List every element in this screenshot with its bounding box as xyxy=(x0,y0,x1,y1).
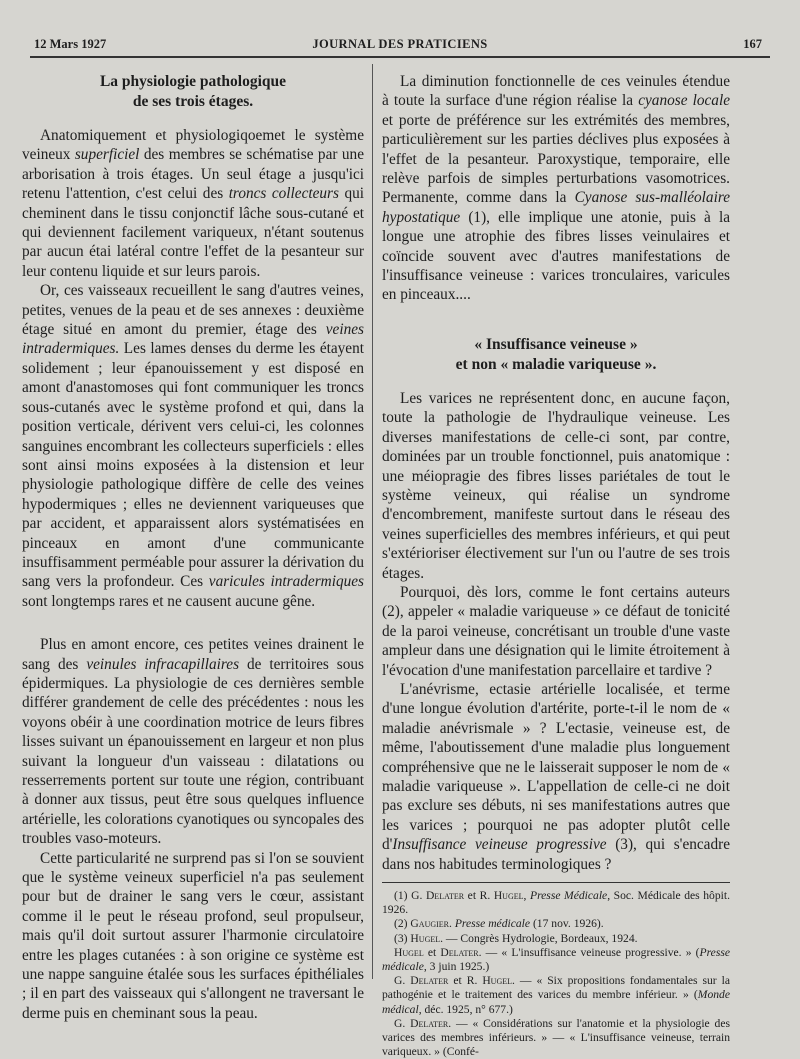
text-run: sont longtemps rares et ne causent aucune gêne. xyxy=(22,592,316,610)
text-run: G. xyxy=(394,1016,411,1030)
paragraph-cette-particularite: Cette particularité ne surprend pas si l'on se souvient que le système veineux superficiel n'a pas seulement pour but de drainer le sang vers le cœur, assistant comme il le peut le réseau profond, seul propulseur, mais qu'il doit surtout assurer l'harmonie circulatoire entre les plages cutanées : à son origine ce système est une nappe sanguine étalée sous les surfaces épithéliales ; il en part des vaisseaux qui s'allongent ne traversant le derme puis en cheminant sous la peau. xyxy=(22,849,364,1022)
author-name: Hugel xyxy=(493,889,524,903)
text-run: G. xyxy=(394,974,411,988)
text-run: . — « Six propositions fondamentales sur la pathogénie et le traitement des varices du membre inférieur. » ( xyxy=(382,974,731,1002)
heading-line-1: La physiologie pathologique xyxy=(99,73,287,90)
italic-run: cyanose locale xyxy=(638,92,730,110)
text-run: et porte de préférence sur les extrémités des membres, particulièrement sur les parties déclives plus exposées à l'effet de la pesanteur. Paroxystique, temporaire, elle relève parfois de simples perturbations vasomotrices. Permanente, comme dans la xyxy=(382,111,730,207)
italic-run: troncs collecteurs xyxy=(228,185,339,203)
text-run: . xyxy=(449,917,455,931)
author-name: Delater xyxy=(410,974,449,988)
italic-run: Cyanose sus-malléolaire hypostatique xyxy=(382,189,730,226)
paragraph-pourquoi: Pourquoi, dès lors, comme le font certains auteurs (2), appeler « maladie variqueuse » ce défaut de tonicité de la paroi veineuse, concrétisant un trouble d'une vaste ampleur dans une désignation qui le limite étroitement à l'évocation d'une manifestation parcellaire et tardive ? xyxy=(382,583,730,679)
text-run: , 3 juin 1925.) xyxy=(423,960,490,974)
text-run: de territoires sous épidermiques. La physiologie de ces dernières semble différer grandement de celle des précédentes : nous les voyons obéir à une coordination motrice de leurs fibres lisses suivant un épanouissement en largeur et non plus suivant la longueur d'un vaisseau : dilatations ou resserrements portent sur toute une région, contribuant à donner aux tissus, peut être sous quelques influence artérielle, les colorations cyanotiques ou syncopales des troubles vaso-moteurs. xyxy=(22,655,364,848)
italic-run: veines intradermiques. xyxy=(22,321,364,358)
paragraph-plus-en-amont xyxy=(22,635,364,848)
italic-run: superficiel xyxy=(74,146,140,164)
text-run: Plus en amont encore, ces petites veines drainent le sang des xyxy=(22,636,364,673)
text-run: , Soc. Médicale des hôpit. 1926. xyxy=(382,889,730,917)
author-name: Hugel xyxy=(394,945,424,959)
footnote-5 xyxy=(382,974,730,1017)
text-run: , xyxy=(523,889,530,903)
header-rule xyxy=(30,56,770,58)
paragraph-les-varices: Les varices ne représentent donc, en aucune façon, toute la pathologie de l'hydraulique veineuse. Les diverses manifestations de celle-ci sont, par contre, dominées par un trouble fonctionnel, puis anatomique : une méiopragie des fibres lisses pariétales de tout le système veineux, qui réalise un syndrome d'encombrement, manifeste surtout dans le réseau des veines superficielles des membres inférieurs, et qui peut s'extérioriser électivement sur l'un ou l'autre de ses trois étages. xyxy=(382,389,730,582)
italic-run: veinules infracapillaires xyxy=(86,655,240,673)
text-run: . — « L'insuffisance veineuse progressive. » ( xyxy=(478,945,700,959)
section-heading-insuffisance xyxy=(382,335,730,375)
text-run: (17 nov. 1926). xyxy=(530,917,604,931)
right-column xyxy=(382,72,730,1059)
italic-run: Insuffisance veineuse progressive xyxy=(392,836,607,854)
text-run: . — Congrès Hydrologie, Bordeaux, 1924. xyxy=(440,931,638,945)
author-name: Gaugier xyxy=(410,917,450,931)
footnote-2 xyxy=(382,917,730,931)
paragraph-anatomiquement xyxy=(22,126,364,281)
author-name: Hugel xyxy=(410,931,441,945)
text-run: (1), elle implique une atonie, puis à la longue une atrophie des fibres lisses veinulaires et coïncide souvent avec d'autres manifestations de l'insuffisance veineuse : varices tronculaires, varicules en pinceaux.... xyxy=(382,208,730,304)
column-divider xyxy=(372,64,373,979)
italic-run: Presse médicale xyxy=(454,917,531,931)
footnote-rule xyxy=(382,882,730,883)
author-name: Delater xyxy=(425,889,465,903)
text-run: et R. xyxy=(448,974,483,988)
heading-line-1: « Insuffisance veineuse » xyxy=(474,335,638,353)
heading-line-2: et non « maladie variqueuse ». xyxy=(455,355,657,373)
footnote-6 xyxy=(382,1017,730,1059)
page-header xyxy=(28,37,772,55)
footnote-1 xyxy=(382,889,730,917)
author-name: Delater xyxy=(440,945,479,959)
text-run: (1) G. xyxy=(394,889,426,903)
text-run: et R. xyxy=(464,889,494,903)
text-run: Or, ces vaisseaux recueillent le sang d'autres veines, petites, venues de la peau et de ses annexes : deuxième étage situé en amont du premier, étage des xyxy=(22,282,364,339)
header-page-number: 167 xyxy=(743,37,762,51)
text-run: (3), qui s'encadre dans nos habitudes terminologiques ? xyxy=(382,836,730,873)
text-run: et xyxy=(423,945,441,959)
italic-run: Presse Médicale xyxy=(530,889,608,903)
text-run: (2) xyxy=(394,917,411,931)
italic-run: Presse médicale xyxy=(382,945,730,974)
footnotes xyxy=(382,889,730,1059)
footnote-4 xyxy=(382,946,730,974)
text-run: , déc. 1925, n° 677.) xyxy=(418,1002,513,1016)
header-date: 12 Mars 1927 xyxy=(34,37,107,51)
paragraph-anevrisme xyxy=(382,680,730,874)
text-run: Les lames denses du derme les étayent solidement ; leur épanouissement y est disposé en amont d'anastomoses qui font communiquer les troncs sous-cutanés avec le système profond et qui, dans la position verticale, dérivent vers celui-ci, les colonnes sanguines encombrant les collecteurs superficiels : elles sont ainsi moins exposées à la distension et leur physiologie pathologique diffère de celle des veines hypodermiques ; elles ne deviennent variqueuses que par accident, et apparaissent alors systématisées en pinceaux en amont d'une communicante insuffisamment perméable pour assurer la dérivation du sang vers la profondeur. Ces xyxy=(22,340,364,591)
italic-run: varicules intradermiques xyxy=(208,573,364,591)
section-heading-physiologie xyxy=(22,72,364,112)
text-run: La diminution fonctionnelle de ces veinules étendue à toute la surface d'une région réalise la xyxy=(382,73,730,110)
author-name: Delater xyxy=(410,1016,449,1030)
footnote-3 xyxy=(382,932,730,946)
text-run: (3) xyxy=(394,931,411,945)
text-run: . — « Considérations sur l'anatomie et la physiologie des varices des membres inférieurs. » — « L'insuffisance veineuse, terrain variqueux. » (Confé- xyxy=(382,1016,730,1059)
text-run: des membres se schématise par une arborisation à trois étages. Un seul étage a jusqu'ici retenu l'attention, c'est celui des xyxy=(22,146,364,203)
text-run: L'anévrisme, ectasie artérielle localisée, et terme d'une longue évolution d'artérite, porte-t-il le nom de « maladie anévrismale » ? L'ectasie, veineuse est, de même, l'aboutissement d'une maladie plus longuement compréhensive que ne le laisserait supposer le nom de « maladie variqueuse ». L'appellation de celle-ci ne doit pas exclure ses débuts, ni ses manifestations autres que les varices ; pourquoi ne pas adopter plutôt celle d' xyxy=(382,680,730,854)
heading-line-2: de ses trois étages. xyxy=(132,93,254,110)
paragraph-or-ces-vaisseaux xyxy=(22,281,364,611)
author-name: Hugel xyxy=(482,974,513,988)
header-journal-title: JOURNAL DES PRATICIENS xyxy=(312,37,488,51)
text-run: Anatomiquement et physiologiqoemet le système veineux xyxy=(22,127,364,164)
italic-run: Monde médical xyxy=(382,988,730,1016)
left-column xyxy=(22,72,364,1023)
text-run: qui cheminent dans le tissu conjonctif lâche sous-cutané et qui deviennent facilement variqueux, n'étant soutenus par aucun étai latéral contre l'effet de la pesanteur sur leur contenu liquide et sur leurs parois. xyxy=(22,185,365,280)
paragraph-la-diminution xyxy=(382,72,730,305)
